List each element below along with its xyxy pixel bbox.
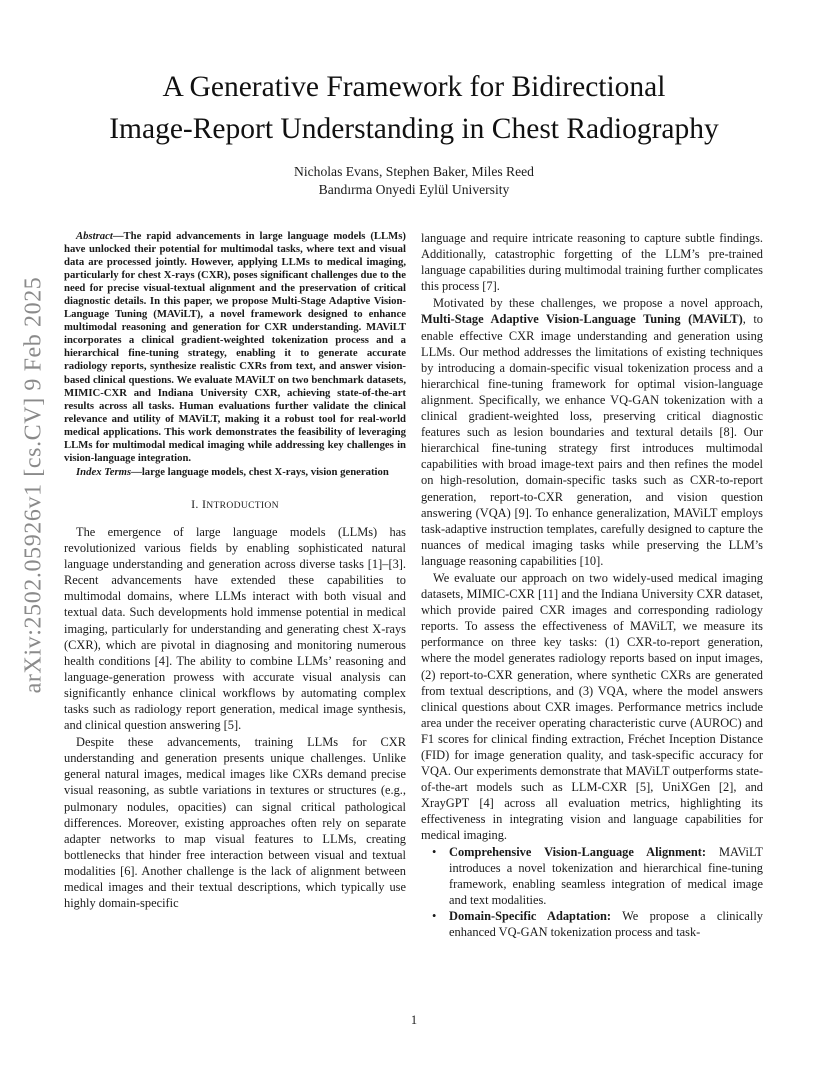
- arxiv-identifier: [14, 262, 54, 707]
- list-item: [421, 908, 763, 940]
- title-line-2: Image-Report Understanding in Chest Radiography: [109, 113, 719, 145]
- paper-title: [60, 66, 768, 150]
- title-line-1: A Generative Framework for Bidirectional: [162, 71, 666, 103]
- list-item-text: MAViLT introduces a novel tokenization and hierarchical fine-tuning framework, enabling seamless integration of medical image and text modalities.: [449, 844, 763, 907]
- abstract-label: Abstract: [76, 230, 113, 242]
- intro-paragraph-4-post: , to enable effective CXR image understanding and generation using LLMs. Our method addresses the limitations of existing techniques by introducing a domain-specific visual tokenization process and a hierarchical fine-tuning framework for optimal vision-language alignment. Specifically, we enhance VQ-GAN tokenization with a clinical gradient-weighted loss, preserving critical diagnostic features such as lesion boundaries and textural details [8]. Our hierarchical fine-tuning strategy first introduces multimodal capabilities with broad image-text pairs and then refines the model on high-resolution, domain-specific tasks such as CXR-to-report generation, report-to-CXR generation, and vision question answering (VQA) [9]. To enhance generalization, MAViLT employs task-adaptive instruction templates, carefully designed to capture the nuances of medical imaging tasks while preserving the LLM’s language reasoning capabilities [10].: [421, 312, 763, 568]
- intro-paragraph-2: Despite these advancements, training LLMs for CXR understanding and generation presents unique challenges. Unlike general natural images, medical images like CXRs demand precise visual reasoning, as subtle variations in textures or structures (e.g., pulmonary nodules, opacities) can signal critical pathological differences. Moreover, existing approaches often rely on separate adapter networks to map visual features to LLMs, creating bottlenecks that hinder free interaction between visual and textual modalities [6]. Another challenge is the lack of alignment between medical images and their textual descriptions, which typically use highly domain-specific: [64, 735, 406, 911]
- index-terms: [64, 466, 406, 479]
- author-affiliation: Bandırma Onyedi Eylül University: [318, 182, 510, 197]
- list-item-title: Comprehensive Vision-Language Alignment:: [449, 844, 707, 859]
- intro-paragraph-3: language and require intricate reasoning to capture subtle findings. Additionally, catastrophic forgetting of the LLM’s pre-trained language capabilities during multimodal training further complicates this process [7].: [421, 231, 763, 294]
- left-column: [64, 230, 406, 911]
- section-heading-rest: NTRODUCTION: [206, 499, 279, 511]
- list-item-title: Domain-Specific Adaptation:: [449, 908, 612, 923]
- list-item: [421, 844, 763, 908]
- intro-paragraph-1: The emergence of large language models (LLMs) has revolutionized various fields by enabling sophisticated natural language understanding and generation across diverse tasks [1]–[3]. Recent advancements have extended these capabilities to multimodal domains, where LLMs interact with both visual and textual data. Such developments hold immense potential in medical imaging, particularly for understanding and generating chest X-rays (CXR), which are pivotal in diagnosing and monitoring numerous health conditions [4]. The ability to combine LLMs’ reasoning and language-generation prowess with accurate visual analysis can significantly enhance clinical workflows by automating complex tasks such as radiology report generation, medical image synthesis, and clinical question answering [5].: [64, 524, 406, 733]
- section-heading-numeral: I. I: [191, 496, 207, 511]
- abstract-text: —The rapid advancements in large language models (LLMs) have unlocked their potential for multimodal tasks, where text and visual data are processed jointly. However, applying LLMs to medical imaging, particularly for chest X-rays (CXR), poses significant challenges due to the need for precise visual-textual alignment and the preservation of critical diagnostic details. In this paper, we propose Multi-Stage Adaptive Vision-Language Tuning (MAViLT), a novel framework designed to enhance multimodal reasoning and generation for CXR understanding. MAViLT incorporates a clinical gradient-weighted tokenization process and a hierarchical fine-tuning strategy, enabling it to generate accurate radiology reports, synthesize realistic CXRs from text, and answer vision-based clinical questions. We evaluate MAViLT on two benchmark datasets, MIMIC-CXR and Indiana University CXR, achieving state-of-the-art results across all tasks. Human evaluations further validate the clinical relevance and utility of MAViLT, making it a robust tool for real-world medical applications. This work demonstrates the feasibility of leveraging LLMs for multimodal medical imaging while addressing key challenges in vision-language integration.: [64, 230, 406, 464]
- section-heading-introduction: [64, 496, 406, 514]
- intro-paragraph-4: [421, 295, 763, 569]
- intro-paragraph-4-pre: Motivated by these challenges, we propose a novel approach,: [433, 296, 763, 311]
- arxiv-identifier-text: arXiv:2502.05926v1 [cs.CV] 9 Feb 2025: [20, 276, 47, 693]
- page-number: 1: [410, 1013, 418, 1027]
- intro-paragraph-5: We evaluate our approach on two widely-used medical imaging datasets, MIMIC-CXR [11] and the Indiana University CXR dataset, which provide paired CXR images and corresponding radiology reports. To assess the effectiveness of MAViLT, we measure its performance on three key tasks: (1) CXR-to-report generation, where the model generates radiology reports based on input images, (2) report-to-CXR generation, where synthetic CXRs are generated from textual descriptions, and (3) VQA, where the model answers clinical questions about CXR images. Performance metrics include area under the receiver operating characteristic curve (AUROC) and F1 scores for clinical finding extraction, Fréchet Inception Distance (FID) for image generation quality, and task-specific accuracy for VQA. Our experiments demonstrate that MAViLT outperforms state-of-the-art models such as LLM-CXR [5], UniXGen [2], and XrayGPT [4] across all evaluation metrics, highlighting its effectiveness in integrating vision and language capabilities for medical imaging.: [421, 570, 763, 843]
- contribution-list: [421, 844, 763, 941]
- bullet-marker: •: [432, 908, 437, 923]
- right-column: [421, 230, 763, 940]
- abstract: [64, 230, 406, 465]
- author-names: Nicholas Evans, Stephen Baker, Miles Reed: [294, 164, 534, 179]
- method-name: Multi-Stage Adaptive Vision-Language Tuning (MAViLT): [421, 312, 743, 327]
- index-terms-text: —large language models, chest X-rays, vision generation: [131, 465, 389, 478]
- index-terms-label: Index Terms: [76, 465, 132, 478]
- bullet-marker: •: [432, 844, 437, 859]
- author-block: [60, 163, 768, 199]
- list-item-text: We propose a clinically enhanced VQ-GAN tokenization process and task-: [449, 908, 763, 940]
